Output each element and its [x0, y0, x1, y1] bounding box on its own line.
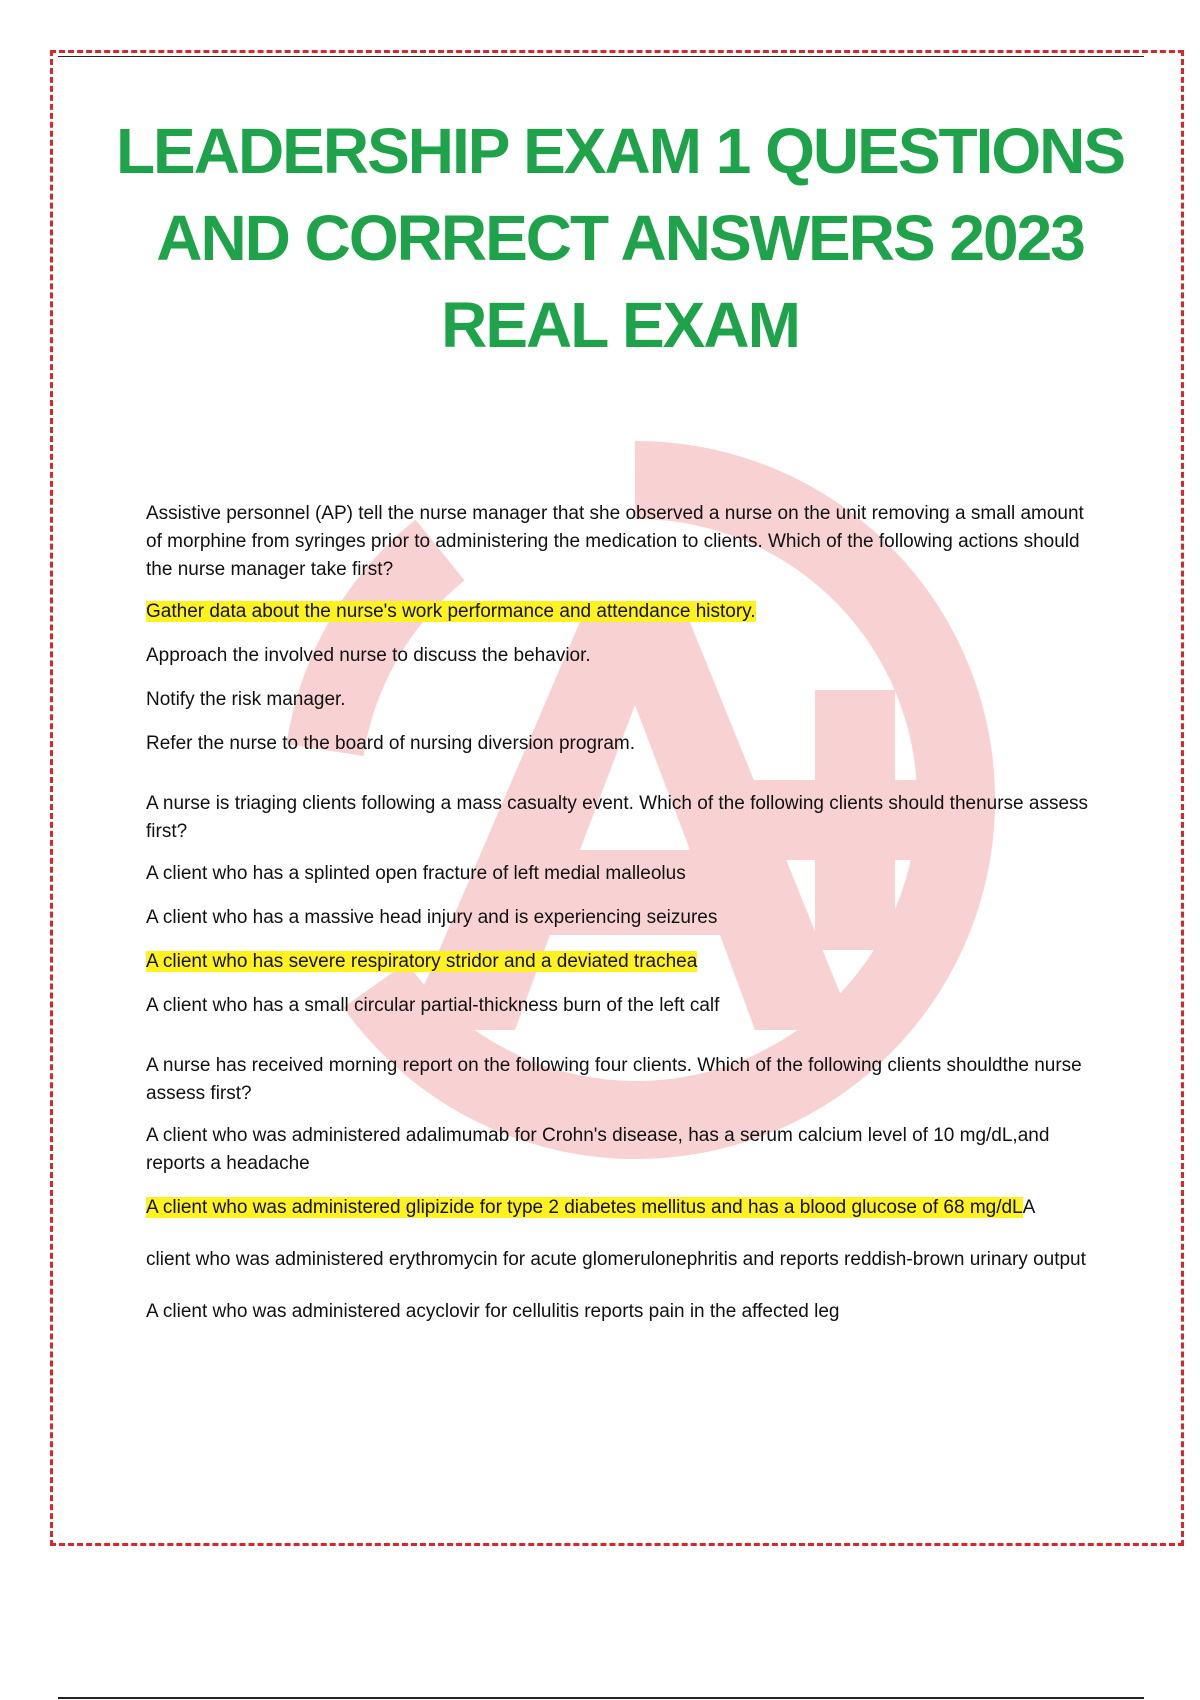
- question-text: A nurse is triaging clients following a mass casualty event. Which of the following clients should thenurse assess first?: [146, 793, 1089, 842]
- answer-option: client who was administered erythromycin for acute glomerulonephritis and reports reddish-brown urinary output: [146, 1249, 1086, 1270]
- answer-trailing-text: A: [1022, 1197, 1036, 1218]
- top-divider: [58, 56, 1144, 57]
- answer-option: Refer the nurse to the board of nursing diversion program.: [146, 733, 635, 754]
- question-text: Assistive personnel (AP) tell the nurse manager that she observed a nurse on the unit removing a small amount of morphine from syringes prior to administering the medication to clients. Which of the following actions should the nurse manager take first?: [146, 503, 1084, 580]
- answer-option: Approach the involved nurse to discuss the behavior.: [146, 645, 591, 666]
- correct-answer-highlight: A client who was administered glipizide for type 2 diabetes mellitus and has a blood glucose of 68 mg/dL: [146, 1197, 1023, 1218]
- question-list: [146, 500, 1096, 1358]
- document-title: LEADERSHIP EXAM 1 QUESTIONS AND CORRECT ANSWERS 2023 REAL EXAM: [115, 115, 1125, 361]
- correct-answer-highlight: A client who has severe respiratory stridor and a deviated trachea: [146, 951, 698, 972]
- question-2: [146, 790, 1096, 1020]
- question-1: [146, 500, 1096, 758]
- answer-option: [146, 948, 1096, 976]
- answer-option: A client who has a small circular partial-thickness burn of the left calf: [146, 995, 720, 1016]
- answer-option: A client who was administered acyclovir for cellulitis reports pain in the affected leg: [146, 1301, 840, 1322]
- answer-option: [146, 1194, 1096, 1222]
- answer-option: A client who has a massive head injury and is experiencing seizures: [146, 907, 718, 928]
- answer-option: [146, 598, 1096, 626]
- question-text: A nurse has received morning report on the following four clients. Which of the following clients shouldthe nurse assess first?: [146, 1055, 1082, 1104]
- bottom-divider: [58, 1697, 1144, 1699]
- answer-option: A client who has a splinted open fracture of left medial malleolus: [146, 863, 686, 884]
- answer-option: A client who was administered adalimumab for Crohn's disease, has a serum calcium level of 10 mg/dL,and reports a headache: [146, 1125, 1050, 1174]
- question-3: [146, 1052, 1096, 1326]
- answer-option: Notify the risk manager.: [146, 689, 346, 710]
- correct-answer-highlight: Gather data about the nurse's work performance and attendance history.: [146, 601, 756, 622]
